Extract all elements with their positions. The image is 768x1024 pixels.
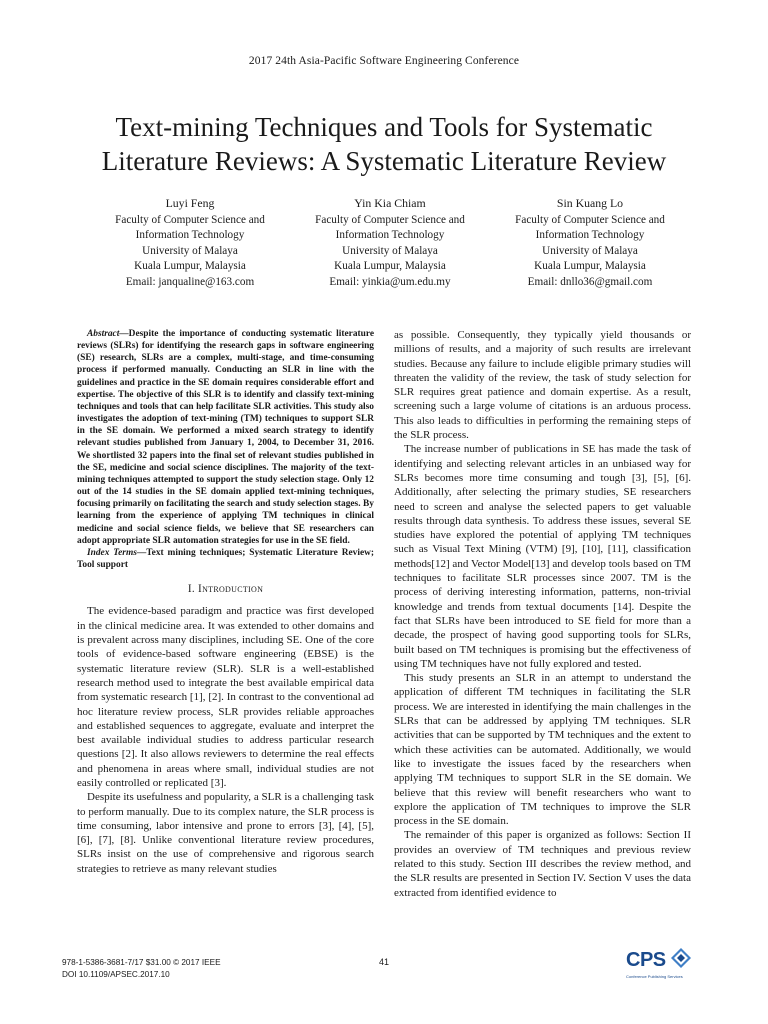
title-line-2: Literature Reviews: A Systematic Literature Review bbox=[101, 146, 667, 176]
author-affiliation-line: University of Malaya bbox=[542, 244, 638, 257]
index-terms-text: —Text mining techniques; Systematic Literature Review; Tool support bbox=[77, 547, 374, 570]
author-1 bbox=[90, 196, 290, 290]
index-terms bbox=[77, 547, 374, 571]
author-block bbox=[90, 196, 690, 290]
body-paragraph: This study presents an SLR in an attempt to understand the application of different TM techniques in facilitating the SLR process. We are interested in identifying the main challenges in the SLRs that can be addressed by applying TM techniques. SLR activities that can be supported by TM techniques and the extent to which these activities can be automated. Additionally, we would like to investigate the issues faced by the researchers when applying TM techniques to support SLR in the SE domain. We believe that this review will benefit researchers who want to explore the application of TM techniques to improve the SLR process in the SE domain. bbox=[394, 672, 691, 828]
cps-publisher-logo bbox=[626, 947, 696, 983]
author-affiliation-line: Faculty of Computer Science and bbox=[115, 213, 265, 226]
body-paragraph: Despite its usefulness and popularity, a SLR is a challenging task to perform manually. Due to its complex nature, the SLR process is time consuming, labor intensive and prone to errors [3], [4], [5], [6], [7], [8]. Unlike conventional literature review procedures, SLRs insist on the use of comprehensive and rigorous search strategies to retrieve as many relevant studies bbox=[77, 791, 374, 875]
author-email: Email: janqualine@163.com bbox=[125, 275, 255, 288]
author-email: Email: dnllo36@gmail.com bbox=[527, 275, 653, 288]
title-line-1: Text-mining Techniques and Tools for Systematic bbox=[115, 112, 653, 142]
author-affiliation-line: Information Technology bbox=[135, 229, 245, 241]
author-3 bbox=[490, 196, 690, 290]
doi-line: DOI 10.1109/APSEC.2017.10 bbox=[62, 970, 170, 979]
abstract-text: —Despite the importance of conducting systematic literature reviews (SLRs) for identifying the research gaps in software engineering (SE) research, SLRs are a complex, multi-stage, and time-consuming process if performed manually. Conducting an SLR in line with the guidelines and practice in the SE domain requires considerable effort and expertise. The objective of this SLR is to identify and classify text-mining techniques and tools that can help facilitate SLR activities. This study also investigates the adoption of text-mining (TM) techniques to support SLR in the SE domain. We performed a mixed search strategy to identify relevant studies published from January 1, 2004, to December 31, 2016. We shortlisted 32 papers into the final set of relevant studies published in the SE, medicine and social science disciplines. The majority of the text-mining techniques attempted to support the study selection stage. Only 12 out of the 14 studies in the SE domain applied text-mining techniques, focusing primarily on facilitating the search and study selection stages. By learning from the experience of applying TM techniques in clinical medicine and social science fields, we believe that SE researchers can adopt appropriate SLR automation strategies for use in the SE field. bbox=[77, 329, 374, 546]
cps-diamond-icon bbox=[670, 947, 692, 969]
author-2 bbox=[290, 196, 490, 290]
author-affiliation-line: University of Malaya bbox=[342, 244, 438, 257]
author-affiliation-line: Kuala Lumpur, Malaysia bbox=[134, 260, 246, 272]
page-number: 41 bbox=[378, 957, 389, 967]
author-affiliation-line: Faculty of Computer Science and bbox=[515, 213, 665, 226]
body-paragraph-continued: as possible. Consequently, they typically yield thousands or millions of results, and a majority of such results are irrelevant studies. Because any failure to include eligible primary studies will threaten the validity of the review, the task of study selection for SLR requires great patience and domain expertise. As a result, screening such a large volume of citations is an arduous process. This also leads to difficulties in performing the remaining steps of the SLR process. bbox=[394, 329, 691, 442]
body-paragraph: The remainder of this paper is organized as follows: Section II provides an overview of TM techniques and previous review related to this study. Section III describes the review method, and the SLR results are presented in Section IV. Section V uses the data extracted from identified evidence to bbox=[394, 829, 691, 899]
author-affiliation-line: Faculty of Computer Science and bbox=[315, 213, 465, 226]
abstract-label: Abstract bbox=[87, 329, 120, 339]
conference-header: 2017 24th Asia-Pacific Software Engineering Conference bbox=[248, 55, 520, 67]
body-paragraph: The evidence-based paradigm and practice was first developed in the clinical medicine area. It was extended to other domains and is prevalent across many disciplines, including SE. One of the core tools of evidence-based software engineering (EBSE) is the systematic literature review (SLR). SLR is a well-established research method used to integrate the best available empirical data from systematic research [1], [2]. In contrast to the conventional ad hoc literature review process, SLR provides reliable approaches and established sequences to aggregate, evaluate and interpret the best available individual studies to address particular research questions [2]. It also allows reviewers to determine the real effects and phenomena in areas where small, individual studies are not easily controlled or replicated [3]. bbox=[77, 605, 374, 789]
isbn-line: 978-1-5386-3681-7/17 $31.00 © 2017 IEEE bbox=[62, 958, 221, 967]
paper-title bbox=[40, 110, 728, 178]
author-affiliation-line: Information Technology bbox=[535, 229, 645, 241]
author-affiliation-line: Information Technology bbox=[335, 229, 445, 241]
author-affiliation-line: University of Malaya bbox=[142, 244, 238, 257]
right-column bbox=[394, 328, 691, 900]
index-terms-label: Index Terms bbox=[87, 547, 137, 558]
author-name: Yin Kia Chiam bbox=[354, 196, 426, 210]
section-heading-introduction: I. Introduction bbox=[187, 583, 264, 596]
author-email: Email: yinkia@um.edu.my bbox=[329, 275, 451, 288]
abstract bbox=[77, 328, 374, 547]
body-paragraph: The increase number of publications in SE has made the task of identifying and selecting relevant articles in an unbiased way for SLRs becomes more time consuming and tough [3], [5], [6]. Additionally, after selecting the primary studies, SE researchers need to screen and analyse the selected papers to get valuable results through data synthesis. To address these issues, several SE studies have explored the potential of applying TM techniques such as Visual Text Mining (VTM) [9], [10], [11], classification methods[12] and Vector Model[13] and develop tools based on TM techniques to facilitate SLR processes since 2007. TM is the process of deriving interesting information, patterns, non-trivial knowledge and trends from textual documents [14]. Despite the fact that SLRs have been introduced to SE field for more than a decade, the prospect of having good supporting tools for SLRs, built based on TM techniques is promising but the effectiveness of using TM techniques have not fully explored and tested. bbox=[394, 443, 691, 670]
cps-logo-text: CPS bbox=[626, 949, 666, 971]
author-affiliation-line: Kuala Lumpur, Malaysia bbox=[534, 260, 646, 272]
left-column bbox=[77, 328, 374, 876]
author-affiliation-line: Kuala Lumpur, Malaysia bbox=[334, 260, 446, 272]
author-name: Luyi Feng bbox=[165, 196, 215, 210]
author-name: Sin Kuang Lo bbox=[556, 196, 624, 210]
cps-logo-subtitle: Conference Publishing Services bbox=[626, 974, 683, 979]
